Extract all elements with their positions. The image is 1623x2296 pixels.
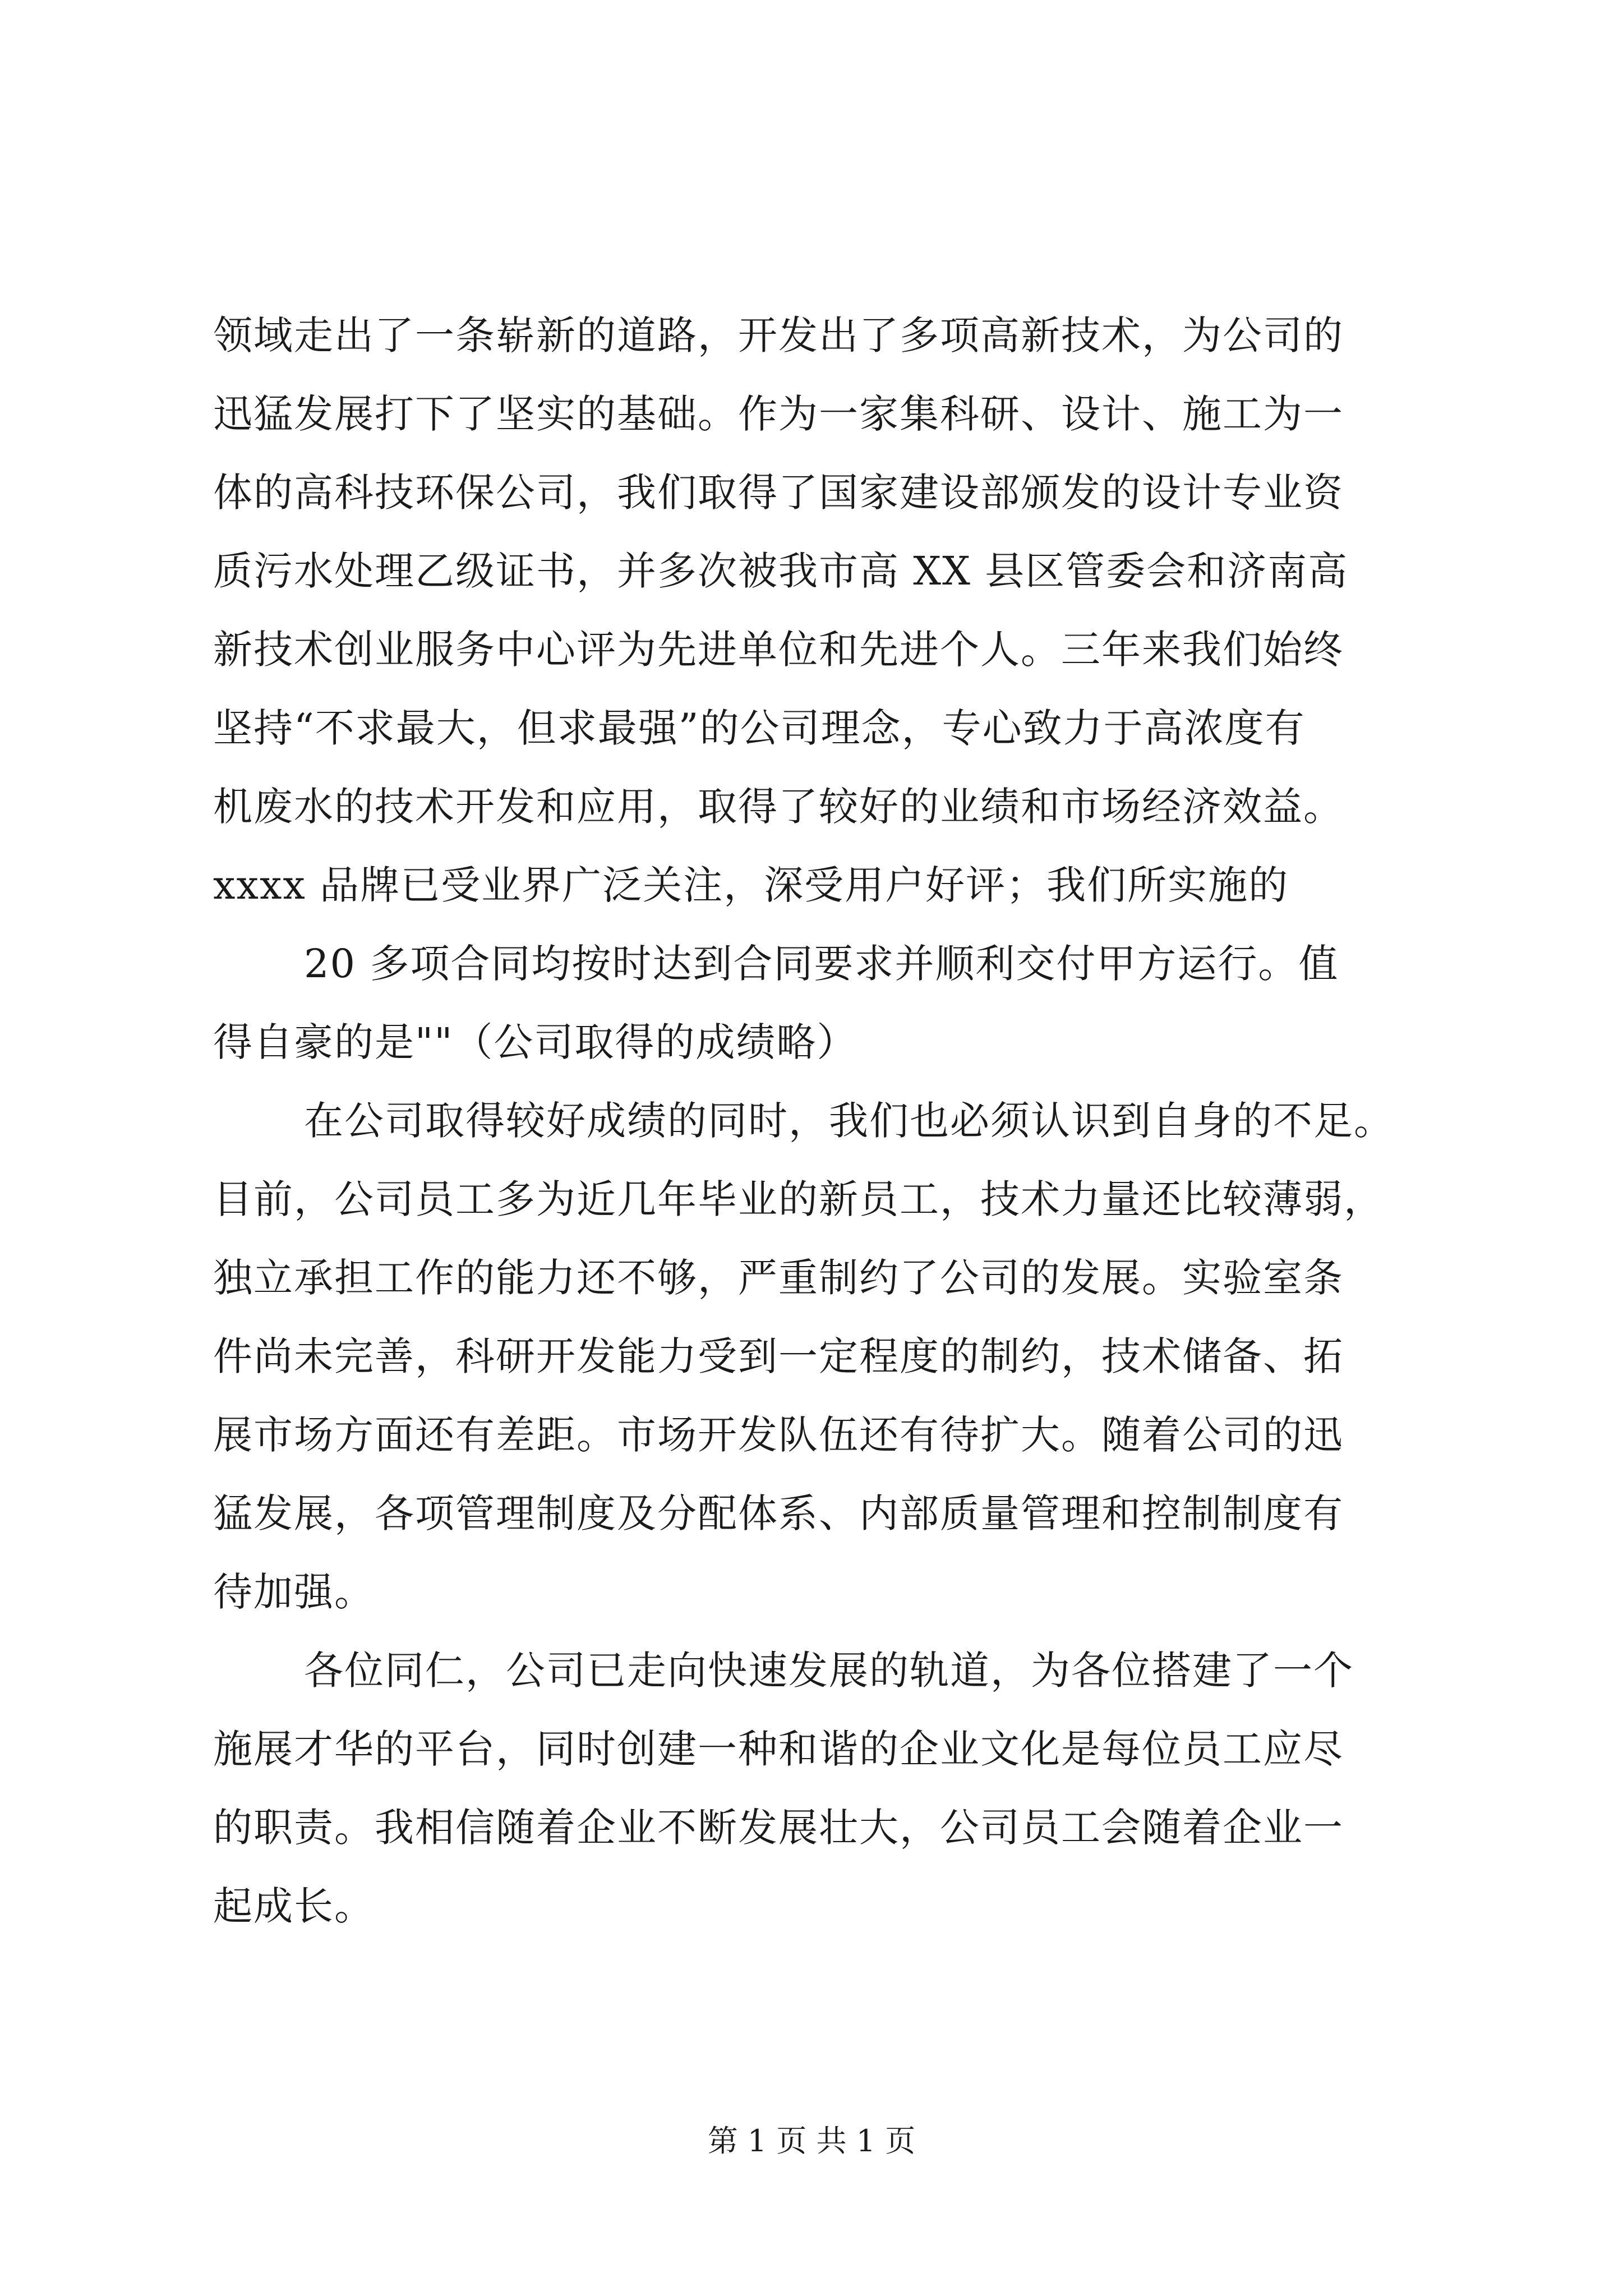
text-line: 在公司取得较好成绩的同时，我们也必须认识到自身的不足。 [304, 1098, 1394, 1144]
text-line: 各位同仁，公司已走向快速发展的轨道，为各位搭建了一个 [304, 1648, 1354, 1694]
page-number-footer: 第 1 页 共 1 页 [707, 2123, 916, 2159]
text-line: 施展才华的平台，同时创建一种和谐的企业文化是每位员工应尽 [213, 1726, 1344, 1772]
text-line: 体的高科技环保公司，我们取得了国家建设部颁发的设计专业资 [213, 470, 1344, 516]
text-line: 机废水的技术开发和应用，取得了较好的业绩和市场经济效益。 [213, 784, 1344, 830]
text-line: 得自豪的是""（公司取得的成绩略） [213, 1019, 857, 1065]
text-line: 起成长。 [213, 1883, 375, 1929]
text-line: 迅猛发展打下了坚实的基础。作为一家集科研、设计、施工为一 [213, 391, 1344, 437]
text-line: 质污水处理乙级证书，并多次被我市高 XX 县区管委会和济南高 [213, 548, 1349, 594]
text-line: 新技术创业服务中心评为先进单位和先进个人。三年来我们始终 [213, 627, 1344, 673]
text-line: 领域走出了一条崭新的道路，开发出了多项高新技术，为公司的 [213, 312, 1344, 358]
text-line: 目前，公司员工多为近几年毕业的新员工，技术力量还比较薄弱， [213, 1176, 1384, 1222]
text-line: 20 多项合同均按时达到合同要求并顺利交付甲方运行。值 [304, 941, 1339, 987]
text-line: 的职责。我相信随着企业不断发展壮大，公司员工会随着企业一 [213, 1805, 1344, 1851]
text-line: 独立承担工作的能力还不够，严重制约了公司的发展。实验室条 [213, 1255, 1344, 1301]
text-line: 待加强。 [213, 1569, 375, 1615]
text-line: 件尚未完善，科研开发能力受到一定程度的制约，技术储备、拓 [213, 1333, 1344, 1379]
text-line: 坚持“不求最大，但求最强”的公司理念，专心致力于高浓度有 [213, 705, 1306, 751]
text-line: 展市场方面还有差距。市场开发队伍还有待扩大。随着公司的迅 [213, 1412, 1344, 1458]
text-line: 猛发展，各项管理制度及分配体系、内部质量管理和控制制度有 [213, 1490, 1344, 1536]
text-line: xxxx 品牌已受业界广泛关注，深受用户好评；我们所实施的 [213, 862, 1289, 908]
